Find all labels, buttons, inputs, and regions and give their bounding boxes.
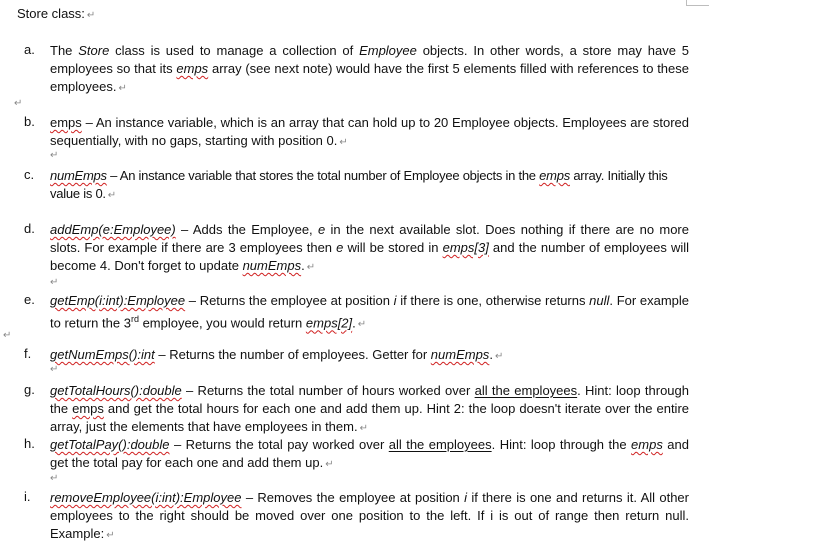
paragraph-mark: ↵ [50,364,59,375]
list-text: getTotalHours():double – Returns the total number of hours worked over all the employees. Hint: loop through the emps and get the total hours for each one and add them up. Hint 2: the loop doesn't iterate over the entire array, just the elements that have employees in them. ↵ [50,383,690,434]
paragraph-mark: ↵ [3,330,12,341]
paragraph-mark: ↵ [107,190,116,201]
list-item-e [24,292,689,334]
paragraph-mark: ↵ [306,262,316,273]
paragraph-mark: ↵ [339,137,348,148]
list-text: removeEmployee(i:int):Employee – Removes the employee at position i if there is one and returns it. All other employees to the right should be moved over one position to the left. If i is out of range then return null. Example: ↵ [50,490,689,541]
list-text: getTotalPay():double – Returns the total pay worked over all the employees. Hint: loop through the emps and get the total pay for each one and add them up. ↵ [50,437,689,470]
paragraph-mark: ↵ [50,277,59,288]
list-item-h [24,436,689,474]
list-item-b [24,114,689,152]
list-text: getNumEmps():int – Returns the number of employees. Getter for numEmps. ↵ [50,347,504,362]
list-label: e. [24,292,35,307]
paragraph-mark: ↵ [14,98,23,109]
paragraph-mark: ↵ [357,319,367,331]
section-heading: Store class: ↵ [17,6,96,21]
list-label: i. [24,489,31,504]
paragraph-mark: ↵ [106,530,115,541]
paragraph-mark: ↵ [494,351,504,362]
list-label: c. [24,167,35,182]
page-corner-marker [686,0,709,6]
paragraph-mark: ↵ [118,83,127,94]
list-label: f. [24,346,32,361]
list-label: a. [24,42,35,57]
paragraph-mark: ↵ [50,473,59,484]
paragraph-mark: ↵ [86,10,96,21]
list-label: g. [24,382,35,397]
list-text: getEmp(i:int):Employee – Returns the employee at position i if there is one, otherwise returns null. For example to return the 3rd employee, you would return emps[2]. ↵ [50,293,689,331]
list-text: addEmp(e:Employee) – Adds the Employee, e in the next available slot. Does nothing if there are no more slots. For example if there are 3 employees then e will be stored in emps[3] and the number of employees will become 4. Don't forget to update numEmps. ↵ [50,222,689,273]
list-item-i [24,489,689,545]
list-text: emps – An instance variable, which is an array that can hold up to 20 Employee objects. Employees are stored sequentially, with no gaps, starting with position 0. ↵ [50,115,689,148]
list-label: h. [24,436,35,451]
list-item-c [24,167,689,205]
list-label: d. [24,221,35,236]
paragraph-mark: ↵ [50,150,59,161]
list-text: numEmps – An instance variable that stores the total number of Employee objects in the emps array. Initially this value is 0. ↵ [50,168,668,201]
list-text: The Store class is used to manage a collection of Employee objects. In other words, a store may have 5 employees so that its emps array (see next note) would have the first 5 elements filled with references to these employees. ↵ [50,43,690,94]
paragraph-mark: ↵ [325,459,334,470]
list-item-d [24,221,689,277]
list-item-f [24,346,689,366]
list-item-a [24,42,689,98]
list-label: b. [24,114,35,129]
paragraph-mark: ↵ [359,423,368,434]
list-item-g [24,382,689,438]
